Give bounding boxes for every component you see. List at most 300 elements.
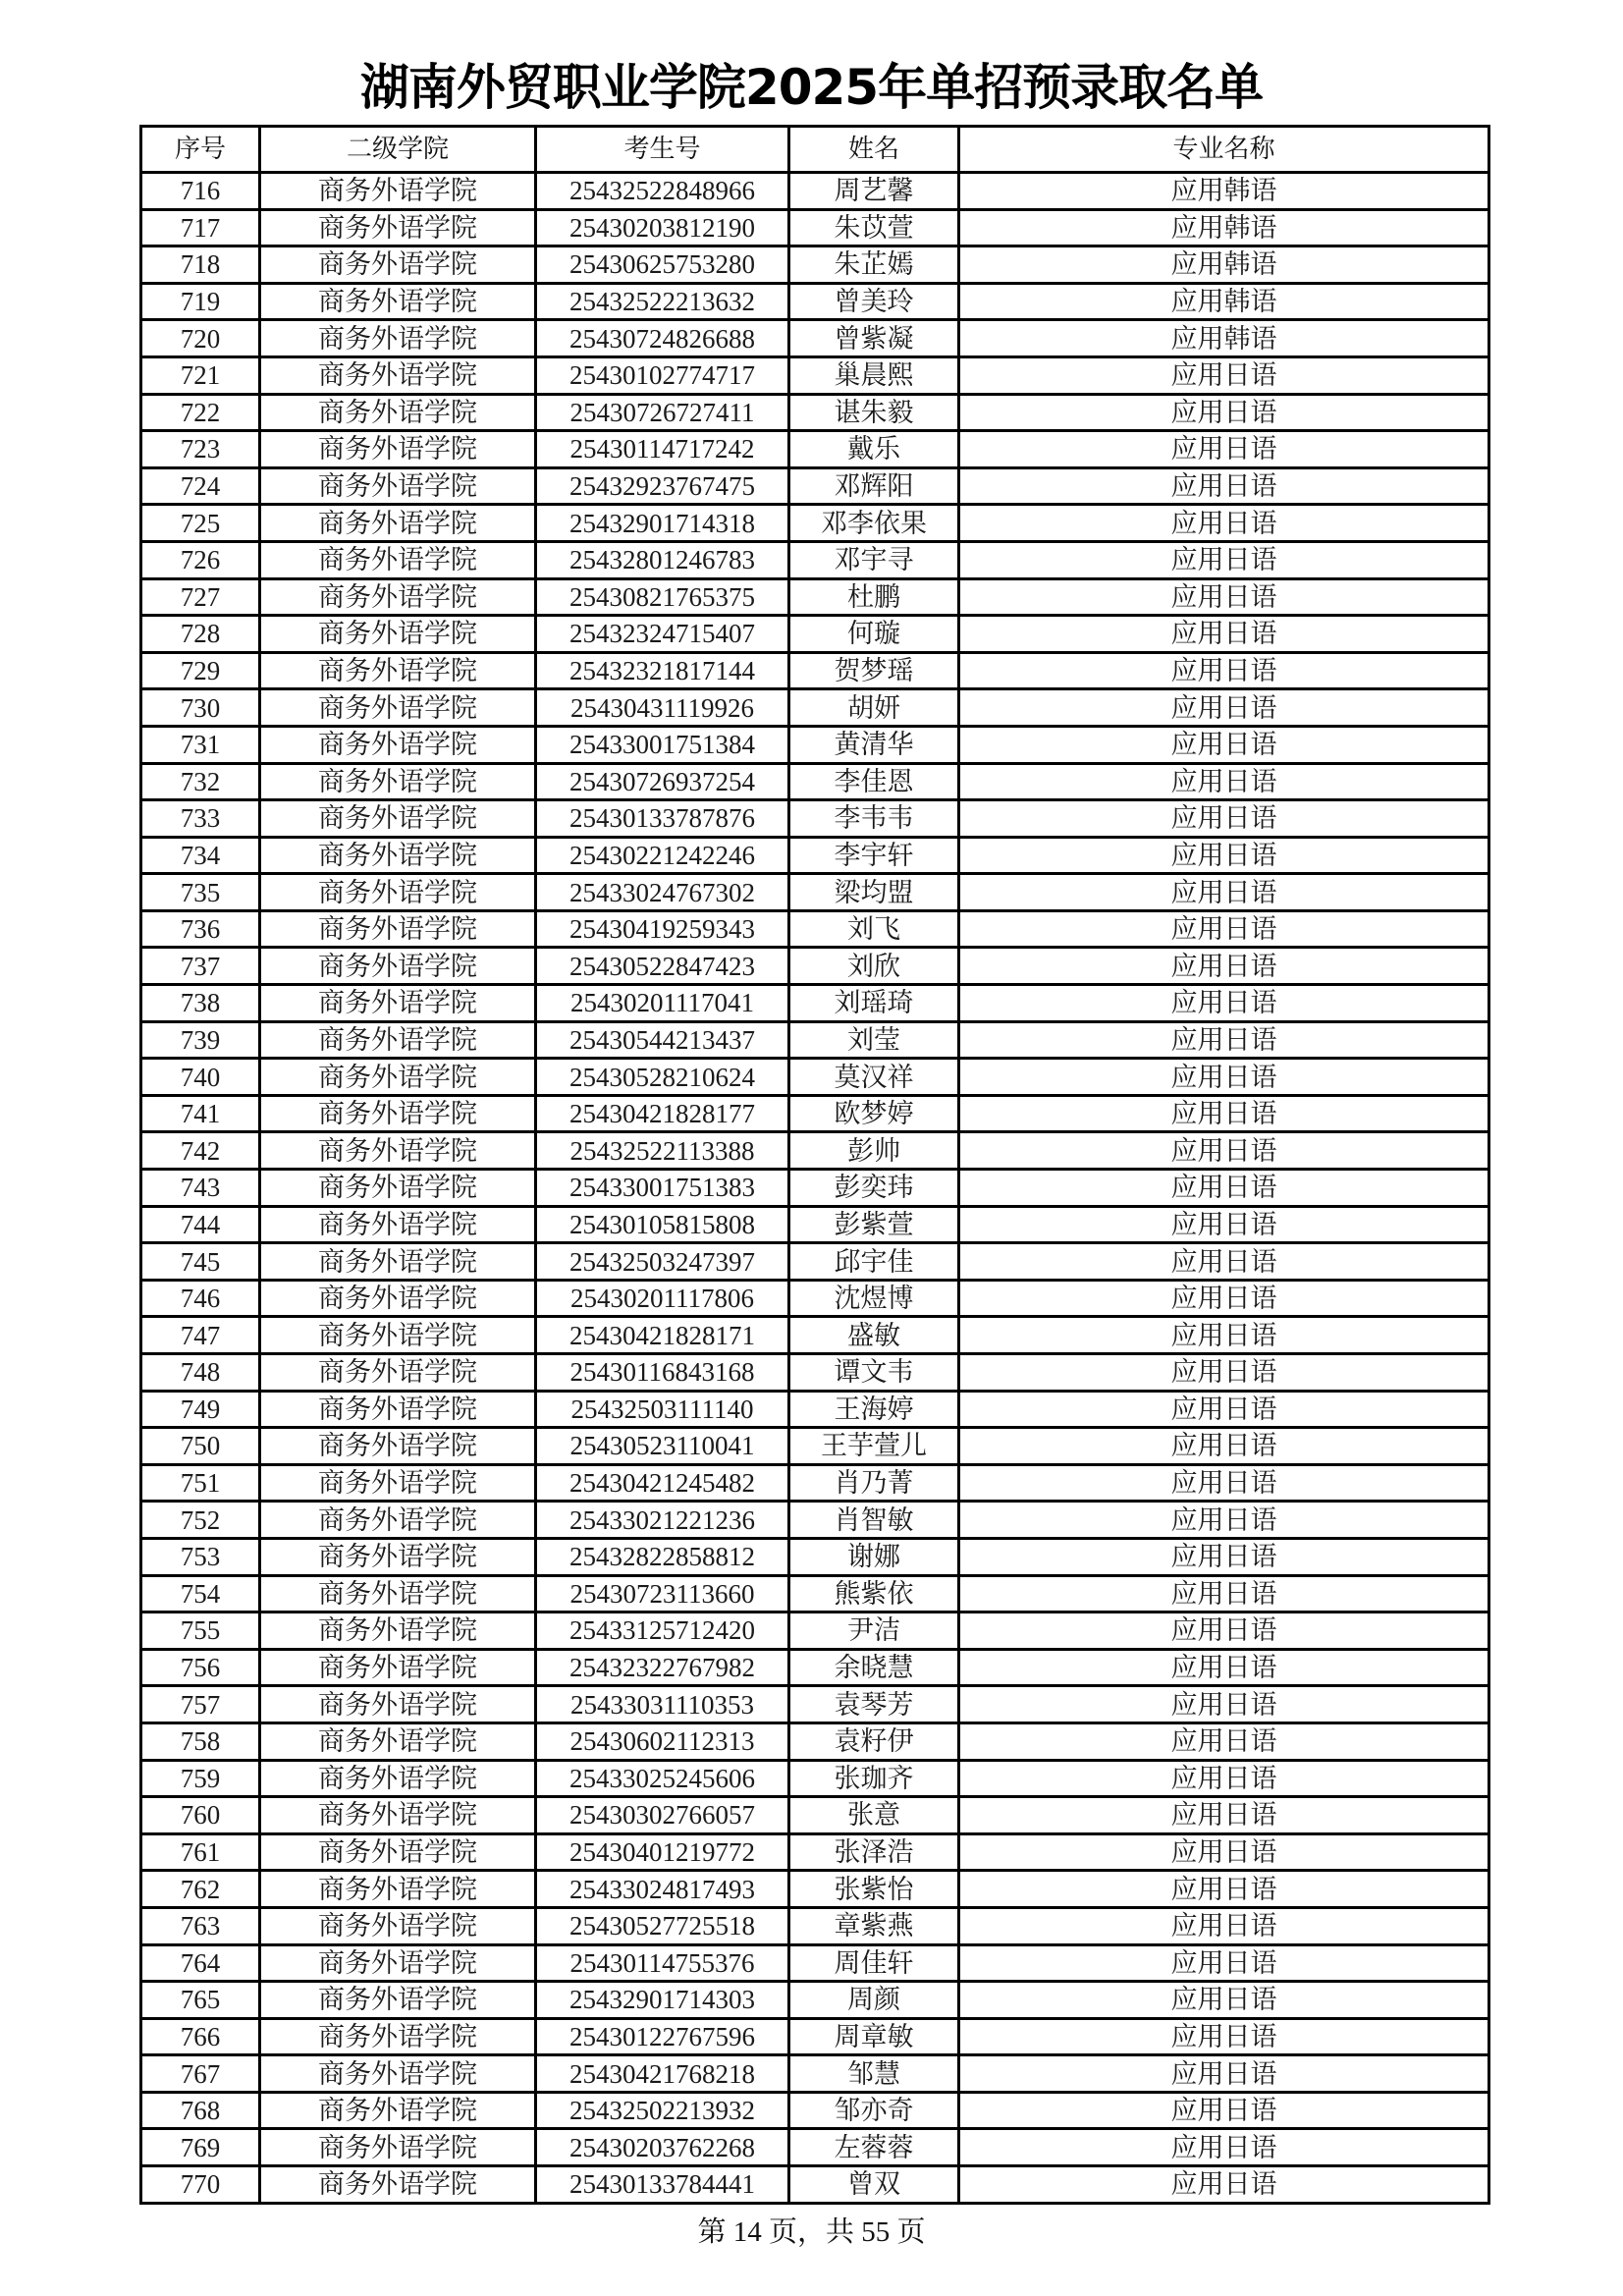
student-name-cell: 何璇 <box>789 616 959 653</box>
student-name-cell: 刘莹 <box>789 1021 959 1059</box>
college-cell: 商务外语学院 <box>260 800 536 838</box>
table-row <box>141 1649 1489 1686</box>
college-cell: 商务外语学院 <box>260 726 536 763</box>
row-number-cell: 720 <box>141 320 260 357</box>
exam-number-cell: 25432923767475 <box>536 467 789 505</box>
student-name-cell: 王芋萱儿 <box>789 1428 959 1465</box>
table-row <box>141 1538 1489 1575</box>
college-cell: 商务外语学院 <box>260 910 536 948</box>
table-row <box>141 2092 1489 2129</box>
table-row <box>141 837 1489 874</box>
row-number-cell: 741 <box>141 1095 260 1132</box>
major-cell: 应用日语 <box>959 1613 1489 1650</box>
major-cell: 应用日语 <box>959 505 1489 542</box>
student-name-cell: 章紫燕 <box>789 1907 959 1944</box>
student-name-cell: 邓宇寻 <box>789 541 959 578</box>
table-row <box>141 1021 1489 1059</box>
row-number-cell: 770 <box>141 2166 260 2204</box>
exam-number-cell: 25433024817493 <box>536 1871 789 1908</box>
exam-number-cell: 25430421828177 <box>536 1095 789 1132</box>
student-name-cell: 盛敏 <box>789 1317 959 1354</box>
major-cell: 应用日语 <box>959 1686 1489 1723</box>
exam-number-cell: 25430723113660 <box>536 1575 789 1613</box>
table-row <box>141 283 1489 320</box>
student-name-cell: 巢晨熙 <box>789 356 959 394</box>
exam-number-cell: 25430203812190 <box>536 209 789 246</box>
major-cell: 应用日语 <box>959 763 1489 800</box>
table-row <box>141 874 1489 911</box>
row-number-cell: 717 <box>141 209 260 246</box>
table-row <box>141 246 1489 284</box>
college-cell: 商务外语学院 <box>260 1686 536 1723</box>
student-name-cell: 胡妍 <box>789 689 959 727</box>
college-cell: 商务外语学院 <box>260 1280 536 1317</box>
major-cell: 应用日语 <box>959 2055 1489 2093</box>
student-name-cell: 谭文韦 <box>789 1354 959 1392</box>
student-name-cell: 邓辉阳 <box>789 467 959 505</box>
exam-number-cell: 25430726937254 <box>536 763 789 800</box>
college-cell: 商务外语学院 <box>260 467 536 505</box>
college-cell: 商务外语学院 <box>260 1760 536 1797</box>
row-number-cell: 748 <box>141 1354 260 1392</box>
admission-list-table <box>139 125 1490 2205</box>
row-number-cell: 760 <box>141 1797 260 1834</box>
exam-number-cell: 25430421768218 <box>536 2055 789 2093</box>
exam-number-cell: 25430114717242 <box>536 431 789 468</box>
table-row <box>141 800 1489 838</box>
exam-number-cell: 25430527725518 <box>536 1907 789 1944</box>
row-number-cell: 718 <box>141 246 260 284</box>
student-name-cell: 欧梦婷 <box>789 1095 959 1132</box>
major-cell: 应用日语 <box>959 1871 1489 1908</box>
major-cell: 应用日语 <box>959 652 1489 689</box>
exam-number-cell: 25430114755376 <box>536 1944 789 1982</box>
table-row <box>141 1132 1489 1170</box>
student-name-cell: 肖智敏 <box>789 1502 959 1539</box>
exam-number-cell: 25430133784441 <box>536 2166 789 2204</box>
table-row <box>141 1833 1489 1871</box>
row-number-cell: 727 <box>141 578 260 616</box>
major-cell: 应用日语 <box>959 1059 1489 1096</box>
exam-number-cell: 25432503247397 <box>536 1243 789 1281</box>
student-name-cell: 邓李依果 <box>789 505 959 542</box>
table-row <box>141 726 1489 763</box>
exam-number-cell: 25432502213932 <box>536 2092 789 2129</box>
college-cell: 商务外语学院 <box>260 1059 536 1096</box>
college-cell: 商务外语学院 <box>260 1613 536 1650</box>
major-cell: 应用日语 <box>959 1833 1489 1871</box>
row-number-cell: 745 <box>141 1243 260 1281</box>
college-cell: 商务外语学院 <box>260 985 536 1022</box>
row-number-cell: 752 <box>141 1502 260 1539</box>
table-body <box>141 173 1489 2204</box>
row-number-cell: 725 <box>141 505 260 542</box>
major-cell: 应用日语 <box>959 985 1489 1022</box>
college-cell: 商务外语学院 <box>260 1132 536 1170</box>
college-cell: 商务外语学院 <box>260 283 536 320</box>
college-cell: 商务外语学院 <box>260 652 536 689</box>
table-row <box>141 1613 1489 1650</box>
row-number-cell: 722 <box>141 394 260 431</box>
column-header-number: 序号 <box>141 127 260 173</box>
college-cell: 商务外语学院 <box>260 1649 536 1686</box>
table-row <box>141 1944 1489 1982</box>
student-name-cell: 张泽浩 <box>789 1833 959 1871</box>
table-row <box>141 1391 1489 1428</box>
exam-number-cell: 25432901714318 <box>536 505 789 542</box>
exam-number-cell: 25430431119926 <box>536 689 789 727</box>
table-row <box>141 1170 1489 1207</box>
table-row <box>141 985 1489 1022</box>
student-name-cell: 谌朱毅 <box>789 394 959 431</box>
exam-number-cell: 25432522848966 <box>536 173 789 210</box>
major-cell: 应用日语 <box>959 726 1489 763</box>
student-name-cell: 杜鹏 <box>789 578 959 616</box>
row-number-cell: 729 <box>141 652 260 689</box>
exam-number-cell: 25430522847423 <box>536 948 789 985</box>
major-cell: 应用日语 <box>959 948 1489 985</box>
student-name-cell: 肖乃菁 <box>789 1464 959 1502</box>
major-cell: 应用日语 <box>959 616 1489 653</box>
table-row <box>141 616 1489 653</box>
major-cell: 应用日语 <box>959 1649 1489 1686</box>
row-number-cell: 724 <box>141 467 260 505</box>
table-row <box>141 467 1489 505</box>
table-row <box>141 2129 1489 2166</box>
exam-number-cell: 25432322767982 <box>536 1649 789 1686</box>
major-cell: 应用日语 <box>959 1095 1489 1132</box>
table-row <box>141 1871 1489 1908</box>
major-cell: 应用日语 <box>959 1132 1489 1170</box>
major-cell: 应用日语 <box>959 394 1489 431</box>
student-name-cell: 王海婷 <box>789 1391 959 1428</box>
major-cell: 应用韩语 <box>959 320 1489 357</box>
college-cell: 商务外语学院 <box>260 1021 536 1059</box>
student-name-cell: 袁琴芳 <box>789 1686 959 1723</box>
exam-number-cell: 25430105815808 <box>536 1206 789 1243</box>
table-row <box>141 578 1489 616</box>
row-number-cell: 738 <box>141 985 260 1022</box>
student-name-cell: 邹亦奇 <box>789 2092 959 2129</box>
student-name-cell: 李佳恩 <box>789 763 959 800</box>
student-name-cell: 熊紫依 <box>789 1575 959 1613</box>
college-cell: 商务外语学院 <box>260 1538 536 1575</box>
table-row <box>141 1243 1489 1281</box>
major-cell: 应用日语 <box>959 1428 1489 1465</box>
student-name-cell: 谢娜 <box>789 1538 959 1575</box>
major-cell: 应用日语 <box>959 467 1489 505</box>
table-row <box>141 1982 1489 2019</box>
row-number-cell: 766 <box>141 2018 260 2055</box>
table-row <box>141 1686 1489 1723</box>
major-cell: 应用日语 <box>959 2018 1489 2055</box>
row-number-cell: 743 <box>141 1170 260 1207</box>
table-header-row <box>141 127 1489 173</box>
student-name-cell: 梁均盟 <box>789 874 959 911</box>
major-cell: 应用日语 <box>959 1317 1489 1354</box>
row-number-cell: 761 <box>141 1833 260 1871</box>
college-cell: 商务外语学院 <box>260 1170 536 1207</box>
row-number-cell: 751 <box>141 1464 260 1502</box>
student-name-cell: 张意 <box>789 1797 959 1834</box>
table-row <box>141 394 1489 431</box>
table-row <box>141 209 1489 246</box>
major-cell: 应用日语 <box>959 1982 1489 2019</box>
student-name-cell: 戴乐 <box>789 431 959 468</box>
row-number-cell: 763 <box>141 1907 260 1944</box>
college-cell: 商务外语学院 <box>260 2129 536 2166</box>
exam-number-cell: 25433125712420 <box>536 1613 789 1650</box>
college-cell: 商务外语学院 <box>260 505 536 542</box>
student-name-cell: 张珈齐 <box>789 1760 959 1797</box>
table-row <box>141 1280 1489 1317</box>
exam-number-cell: 25432324715407 <box>536 616 789 653</box>
major-cell: 应用日语 <box>959 1797 1489 1834</box>
major-cell: 应用日语 <box>959 689 1489 727</box>
table-row <box>141 320 1489 357</box>
exam-number-cell: 25430523110041 <box>536 1428 789 1465</box>
major-cell: 应用日语 <box>959 2129 1489 2166</box>
student-name-cell: 余晓慧 <box>789 1649 959 1686</box>
college-cell: 商务外语学院 <box>260 1944 536 1982</box>
exam-number-cell: 25432801246783 <box>536 541 789 578</box>
college-cell: 商务外语学院 <box>260 541 536 578</box>
table-row <box>141 2055 1489 2093</box>
major-cell: 应用日语 <box>959 578 1489 616</box>
student-name-cell: 朱芷嫣 <box>789 246 959 284</box>
major-cell: 应用日语 <box>959 1538 1489 1575</box>
exam-number-cell: 25430201117041 <box>536 985 789 1022</box>
college-cell: 商务外语学院 <box>260 2018 536 2055</box>
row-number-cell: 723 <box>141 431 260 468</box>
college-cell: 商务外语学院 <box>260 431 536 468</box>
college-cell: 商务外语学院 <box>260 1833 536 1871</box>
student-name-cell: 李韦韦 <box>789 800 959 838</box>
major-cell: 应用韩语 <box>959 173 1489 210</box>
column-header-exam-number: 考生号 <box>536 127 789 173</box>
exam-number-cell: 25430421245482 <box>536 1464 789 1502</box>
major-cell: 应用日语 <box>959 1464 1489 1502</box>
student-name-cell: 曾双 <box>789 2166 959 2204</box>
major-cell: 应用日语 <box>959 431 1489 468</box>
college-cell: 商务外语学院 <box>260 1982 536 2019</box>
major-cell: 应用韩语 <box>959 246 1489 284</box>
exam-number-cell: 25430528210624 <box>536 1059 789 1096</box>
college-cell: 商务外语学院 <box>260 1722 536 1760</box>
major-cell: 应用日语 <box>959 1907 1489 1944</box>
table-row <box>141 1760 1489 1797</box>
table-row <box>141 948 1489 985</box>
major-cell: 应用日语 <box>959 1354 1489 1392</box>
row-number-cell: 758 <box>141 1722 260 1760</box>
student-name-cell: 邹慧 <box>789 2055 959 2093</box>
exam-number-cell: 25433024767302 <box>536 874 789 911</box>
row-number-cell: 762 <box>141 1871 260 1908</box>
student-name-cell: 莫汉祥 <box>789 1059 959 1096</box>
major-cell: 应用日语 <box>959 1243 1489 1281</box>
exam-number-cell: 25430401219772 <box>536 1833 789 1871</box>
major-cell: 应用日语 <box>959 874 1489 911</box>
major-cell: 应用日语 <box>959 1722 1489 1760</box>
table-row <box>141 689 1489 727</box>
row-number-cell: 768 <box>141 2092 260 2129</box>
student-name-cell: 刘欣 <box>789 948 959 985</box>
row-number-cell: 739 <box>141 1021 260 1059</box>
major-cell: 应用日语 <box>959 1575 1489 1613</box>
major-cell: 应用日语 <box>959 800 1489 838</box>
exam-number-cell: 25430102774717 <box>536 356 789 394</box>
table-row <box>141 1464 1489 1502</box>
college-cell: 商务外语学院 <box>260 763 536 800</box>
exam-number-cell: 25430544213437 <box>536 1021 789 1059</box>
major-cell: 应用日语 <box>959 356 1489 394</box>
row-number-cell: 753 <box>141 1538 260 1575</box>
table-row <box>141 763 1489 800</box>
row-number-cell: 744 <box>141 1206 260 1243</box>
row-number-cell: 735 <box>141 874 260 911</box>
major-cell: 应用日语 <box>959 1944 1489 1982</box>
exam-number-cell: 25433021221236 <box>536 1502 789 1539</box>
college-cell: 商务外语学院 <box>260 1502 536 1539</box>
student-name-cell: 袁籽伊 <box>789 1722 959 1760</box>
student-name-cell: 彭紫萱 <box>789 1206 959 1243</box>
row-number-cell: 728 <box>141 616 260 653</box>
college-cell: 商务外语学院 <box>260 2055 536 2093</box>
student-name-cell: 尹洁 <box>789 1613 959 1650</box>
exam-number-cell: 25430221242246 <box>536 837 789 874</box>
row-number-cell: 749 <box>141 1391 260 1428</box>
major-cell: 应用日语 <box>959 1502 1489 1539</box>
college-cell: 商务外语学院 <box>260 1095 536 1132</box>
exam-number-cell: 25433001751383 <box>536 1170 789 1207</box>
column-header-major: 专业名称 <box>959 127 1489 173</box>
major-cell: 应用日语 <box>959 910 1489 948</box>
student-name-cell: 彭帅 <box>789 1132 959 1170</box>
exam-number-cell: 25430421828171 <box>536 1317 789 1354</box>
row-number-cell: 733 <box>141 800 260 838</box>
major-cell: 应用韩语 <box>959 209 1489 246</box>
college-cell: 商务外语学院 <box>260 1317 536 1354</box>
student-name-cell: 朱苡萱 <box>789 209 959 246</box>
exam-number-cell: 25430133787876 <box>536 800 789 838</box>
major-cell: 应用日语 <box>959 541 1489 578</box>
college-cell: 商务外语学院 <box>260 173 536 210</box>
document-title: 湖南外贸职业学院2025年单招预录取名单 <box>359 59 1264 116</box>
row-number-cell: 750 <box>141 1428 260 1465</box>
exam-number-cell: 25433031110353 <box>536 1686 789 1723</box>
college-cell: 商务外语学院 <box>260 616 536 653</box>
exam-number-cell: 25430203762268 <box>536 2129 789 2166</box>
student-name-cell: 左蓉蓉 <box>789 2129 959 2166</box>
exam-number-cell: 25430116843168 <box>536 1354 789 1392</box>
student-name-cell: 黄清华 <box>789 726 959 763</box>
student-name-cell: 彭奕玮 <box>789 1170 959 1207</box>
page-number-footer: 第 14 页，共 55 页 <box>697 2216 926 2248</box>
college-cell: 商务外语学院 <box>260 578 536 616</box>
table-row <box>141 505 1489 542</box>
row-number-cell: 721 <box>141 356 260 394</box>
exam-number-cell: 25433025245606 <box>536 1760 789 1797</box>
table-row <box>141 356 1489 394</box>
row-number-cell: 754 <box>141 1575 260 1613</box>
major-cell: 应用日语 <box>959 1021 1489 1059</box>
major-cell: 应用日语 <box>959 1170 1489 1207</box>
college-cell: 商务外语学院 <box>260 1871 536 1908</box>
student-name-cell: 刘飞 <box>789 910 959 948</box>
college-cell: 商务外语学院 <box>260 356 536 394</box>
table-row <box>141 910 1489 948</box>
major-cell: 应用日语 <box>959 1391 1489 1428</box>
college-cell: 商务外语学院 <box>260 246 536 284</box>
major-cell: 应用日语 <box>959 1206 1489 1243</box>
exam-number-cell: 25432522213632 <box>536 283 789 320</box>
table-row <box>141 1095 1489 1132</box>
college-cell: 商务外语学院 <box>260 837 536 874</box>
table-row <box>141 431 1489 468</box>
student-name-cell: 周颜 <box>789 1982 959 2019</box>
table-row <box>141 1428 1489 1465</box>
major-cell: 应用韩语 <box>959 283 1489 320</box>
major-cell: 应用日语 <box>959 2092 1489 2129</box>
row-number-cell: 742 <box>141 1132 260 1170</box>
exam-number-cell: 25430724826688 <box>536 320 789 357</box>
college-cell: 商务外语学院 <box>260 1428 536 1465</box>
row-number-cell: 767 <box>141 2055 260 2093</box>
table-row <box>141 541 1489 578</box>
row-number-cell: 740 <box>141 1059 260 1096</box>
exam-number-cell: 25430625753280 <box>536 246 789 284</box>
row-number-cell: 764 <box>141 1944 260 1982</box>
college-cell: 商务外语学院 <box>260 1575 536 1613</box>
row-number-cell: 747 <box>141 1317 260 1354</box>
student-name-cell: 邱宇佳 <box>789 1243 959 1281</box>
column-header-college: 二级学院 <box>260 127 536 173</box>
exam-number-cell: 25430602112313 <box>536 1722 789 1760</box>
table-row <box>141 1317 1489 1354</box>
table-row <box>141 2166 1489 2204</box>
exam-number-cell: 25432822858812 <box>536 1538 789 1575</box>
row-number-cell: 746 <box>141 1280 260 1317</box>
student-name-cell: 李宇轩 <box>789 837 959 874</box>
exam-number-cell: 25432901714303 <box>536 1982 789 2019</box>
exam-number-cell: 25430201117806 <box>536 1280 789 1317</box>
student-name-cell: 曾紫凝 <box>789 320 959 357</box>
exam-number-cell: 25430821765375 <box>536 578 789 616</box>
exam-number-cell: 25432321817144 <box>536 652 789 689</box>
college-cell: 商务外语学院 <box>260 1797 536 1834</box>
row-number-cell: 765 <box>141 1982 260 2019</box>
college-cell: 商务外语学院 <box>260 394 536 431</box>
table-row <box>141 1206 1489 1243</box>
column-header-name: 姓名 <box>789 127 959 173</box>
student-name-cell: 周章敏 <box>789 2018 959 2055</box>
exam-number-cell: 25432522113388 <box>536 1132 789 1170</box>
student-name-cell: 张紫怡 <box>789 1871 959 1908</box>
exam-number-cell: 25430122767596 <box>536 2018 789 2055</box>
table-row <box>141 652 1489 689</box>
college-cell: 商务外语学院 <box>260 689 536 727</box>
student-name-cell: 周艺馨 <box>789 173 959 210</box>
row-number-cell: 756 <box>141 1649 260 1686</box>
major-cell: 应用日语 <box>959 837 1489 874</box>
row-number-cell: 732 <box>141 763 260 800</box>
row-number-cell: 757 <box>141 1686 260 1723</box>
college-cell: 商务外语学院 <box>260 1243 536 1281</box>
row-number-cell: 769 <box>141 2129 260 2166</box>
table-row <box>141 2018 1489 2055</box>
row-number-cell: 734 <box>141 837 260 874</box>
college-cell: 商务外语学院 <box>260 2166 536 2204</box>
